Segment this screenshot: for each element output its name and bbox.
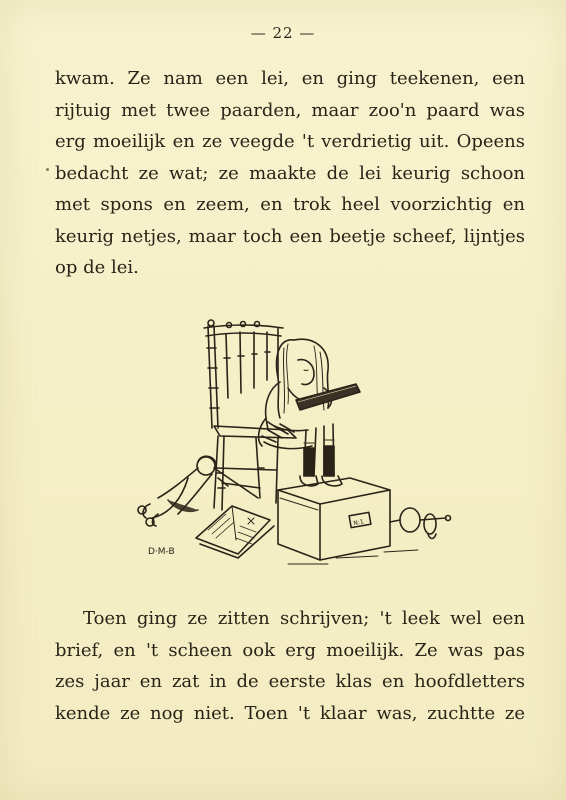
text-line: rijtuig met twee paarden, maar zoo'n paard was: [55, 99, 525, 121]
text-line: kende ze nog niet. Toen 't klaar was, zuchtte ze: [55, 702, 525, 724]
artist-signature: D·M-B: [148, 547, 175, 557]
bottom-paragraph: [55, 603, 525, 729]
box-label: N:1: [352, 518, 365, 528]
floor-hatching: [288, 550, 418, 564]
top-paragraph: [55, 63, 525, 284]
books-drawing: [196, 506, 274, 558]
text-line: keurig netjes, maar toch een beetje scheef, lijntjes: [55, 225, 525, 247]
text-line: brief, en 't scheen ook erg moeilijk. Ze was pas: [55, 639, 525, 661]
text-line: kwam. Ze nam een lei, en ging teekenen, een: [55, 68, 525, 89]
text-line: Toen ging ze zitten schrijven; 't leek wel een: [83, 608, 525, 629]
girl-writing-illustration: [128, 318, 458, 568]
box-drawing: [278, 478, 390, 560]
page-number: — 22 —: [250, 24, 316, 42]
text-line: erg moeilijk en ze veegde 't verdrietig uit. Opeens: [55, 131, 525, 152]
ink-speck: [46, 168, 49, 171]
chair-drawing: [204, 320, 296, 510]
text-line: met spons en zeem, en trok heel voorzichtig en: [55, 194, 525, 215]
toy-top-drawing: [390, 508, 451, 539]
text-line: op de lei.: [55, 257, 139, 278]
text-line: bedacht ze wat; ze maakte de lei keurig schoon: [55, 162, 525, 184]
text-line: zes jaar en zat in de eerste klas en hoofdletters: [55, 671, 525, 692]
girl-drawing: [259, 339, 360, 486]
